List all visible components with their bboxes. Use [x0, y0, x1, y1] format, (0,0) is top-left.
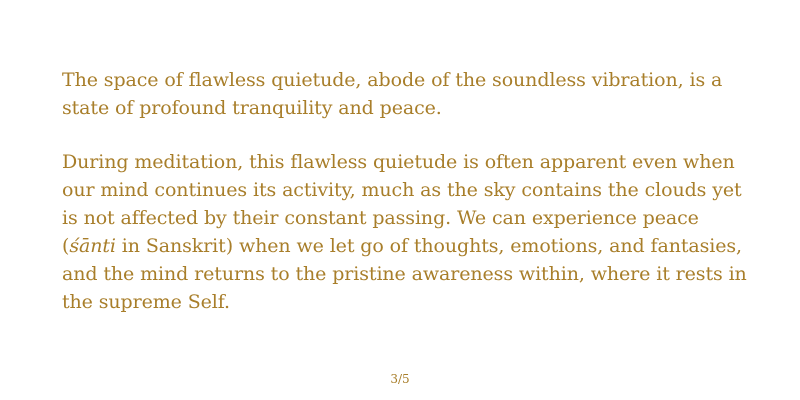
paragraph-2-text-before: During meditation, this flawless quietude is often apparent even when our mind continues its activity, much as the sky contains the clouds yet is not affected by their constant passing. We can experience peace ( — [62, 151, 742, 257]
document-page — [62, 66, 752, 316]
page-number: 3/5 — [390, 372, 410, 386]
paragraph-2-text-after: in Sanskrit) when we let go of thoughts, emotions, and fantasies, and the mind returns to the pristine awareness within, where it rests in the supreme Self. — [62, 235, 747, 313]
sanskrit-term: śānti — [69, 235, 116, 257]
paragraph-2 — [62, 148, 752, 316]
paragraph-1: The space of flawless quietude, abode of the soundless vibration, is a state of profound tranquility and peace. — [62, 69, 723, 119]
